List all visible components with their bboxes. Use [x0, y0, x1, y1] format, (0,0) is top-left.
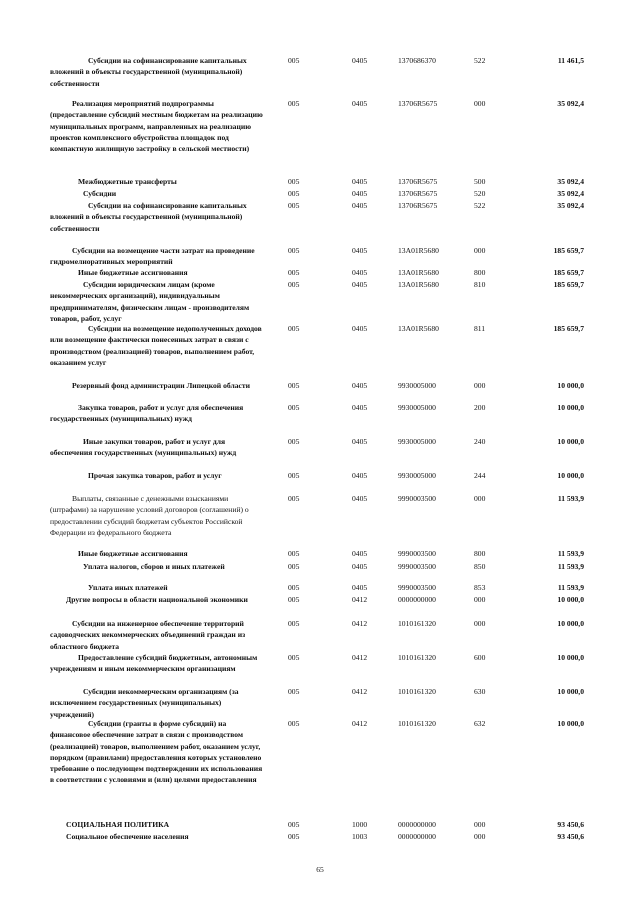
target-article-cell: 9990003500 — [398, 494, 436, 503]
expense-type-cell: 520 — [474, 189, 486, 198]
expense-type-cell: 000 — [474, 381, 486, 390]
target-article-cell: 9990003500 — [398, 562, 436, 571]
target-article-cell: 13А01R5680 — [398, 280, 439, 289]
ministry-code-cell: 005 — [288, 324, 300, 333]
amount-cell: 35 092,4 — [557, 189, 584, 198]
target-article-cell: 13А01R5680 — [398, 324, 439, 333]
section-code-cell: 0405 — [352, 583, 368, 592]
row-description: Предоставление субсидий бюджетным, автономным учреждениям и иным некоммерческим организациям — [50, 653, 258, 674]
ministry-code-cell: 005 — [288, 189, 300, 198]
ministry-code-cell: 005 — [288, 403, 300, 412]
section-code-cell: 0405 — [352, 201, 368, 210]
expense-type-cell: 630 — [474, 687, 486, 696]
section-code-cell: 0405 — [352, 494, 368, 503]
target-article-cell: 13А01R5680 — [398, 268, 439, 277]
target-article-cell: 9990003500 — [398, 583, 436, 592]
section-code-cell: 0412 — [352, 719, 368, 728]
target-article-cell: 13706R5675 — [398, 189, 438, 198]
ministry-code-cell: 005 — [288, 719, 300, 728]
expense-type-cell: 800 — [474, 549, 486, 558]
section-code-cell: 0412 — [352, 687, 368, 696]
target-article-cell: 9930005000 — [398, 381, 436, 390]
amount-cell: 185 659,7 — [553, 280, 584, 289]
amount-cell: 10 000,0 — [557, 381, 584, 390]
row-description: Уплата иных платежей — [88, 583, 168, 592]
ministry-code-cell: 005 — [288, 268, 300, 277]
ministry-code-cell: 005 — [288, 99, 300, 108]
expense-type-cell: 522 — [474, 201, 486, 210]
section-code-cell: 1003 — [352, 832, 368, 841]
amount-cell: 185 659,7 — [553, 246, 584, 255]
row-description: Субсидии юридическим лицам (кроме некоммерческих организаций), индивидуальным предпринимателям, физическим лицам - производителям товаров, работ, услуг — [50, 280, 250, 323]
row-description: Субсидии (гранты в форме субсидий) на финансовое обеспечение затрат в связи с производством (реализацией) товаров, выполнением работ, оказанием услуг, порядком (правилами) предоставления которых установлено требование о последующем подтверждении их использования в соответствии с условиями и (или) целями предоставления — [50, 719, 263, 785]
row-description: Прочая закупка товаров, работ и услуг — [88, 471, 222, 480]
section-code-cell: 0405 — [352, 280, 368, 289]
ministry-code-cell: 005 — [288, 583, 300, 592]
target-article-cell: 13706R5675 — [398, 177, 438, 186]
expense-type-cell: 853 — [474, 583, 486, 592]
section-code-cell: 1000 — [352, 820, 368, 829]
amount-cell: 10 000,0 — [557, 403, 584, 412]
amount-cell: 11 461,5 — [557, 56, 584, 65]
ministry-code-cell: 005 — [288, 562, 300, 571]
section-code-cell: 0405 — [352, 324, 368, 333]
section-code-cell: 0405 — [352, 549, 368, 558]
section-code-cell: 0405 — [352, 268, 368, 277]
ministry-code-cell: 005 — [288, 381, 300, 390]
ministry-code-cell: 005 — [288, 653, 300, 662]
amount-cell: 93 450,6 — [557, 832, 584, 841]
expense-type-cell: 800 — [474, 268, 486, 277]
ministry-code-cell: 005 — [288, 56, 300, 65]
amount-cell: 10 000,0 — [557, 471, 584, 480]
row-description: Реализация мероприятий подпрограммы (предоставление субсидий местным бюджетам на реализацию муниципальных программ, направленных на реализацию проектов комплексного обустройства площадок под компактную жилищную застройку в сельской местности) — [50, 99, 263, 154]
section-code-cell: 0405 — [352, 437, 368, 446]
row-description: Закупка товаров, работ и услуг для обеспечения государственных (муниципальных) нужд — [50, 403, 244, 424]
ministry-code-cell: 005 — [288, 494, 300, 503]
ministry-code-cell: 005 — [288, 280, 300, 289]
section-code-cell: 0405 — [352, 403, 368, 412]
amount-cell: 185 659,7 — [553, 324, 584, 333]
target-article-cell: 0000000000 — [398, 820, 436, 829]
row-description: Субсидии на софинансирование капитальных вложений в объекты государственной (муниципальной) собственности — [50, 201, 247, 233]
amount-cell: 10 000,0 — [557, 619, 584, 628]
expense-type-cell: 000 — [474, 99, 486, 108]
row-description: Иные закупки товаров, работ и услуг для обеспечения государственных (муниципальных) нужд — [50, 437, 237, 458]
target-article-cell: 9930005000 — [398, 437, 436, 446]
expense-type-cell: 810 — [474, 280, 486, 289]
amount-cell: 35 092,4 — [557, 201, 584, 210]
section-code-cell: 0405 — [352, 177, 368, 186]
ministry-code-cell: 005 — [288, 471, 300, 480]
target-article-cell: 13706R5675 — [398, 99, 438, 108]
row-description: Иные бюджетные ассигнования — [78, 268, 188, 277]
expense-type-cell: 850 — [474, 562, 486, 571]
ministry-code-cell: 005 — [288, 201, 300, 210]
amount-cell: 11 593,9 — [557, 494, 584, 503]
row-description: Другие вопросы в области национальной экономики — [66, 595, 248, 604]
row-description: Субсидии некоммерческим организациям (за исключением государственных (муниципальных) учреждений) — [50, 687, 239, 719]
amount-cell: 11 593,9 — [557, 583, 584, 592]
amount-cell: 185 659,7 — [553, 268, 584, 277]
section-code-cell: 0405 — [352, 471, 368, 480]
section-code-cell: 0412 — [352, 595, 368, 604]
target-article-cell: 1010161320 — [398, 687, 436, 696]
section-code-cell: 0405 — [352, 99, 368, 108]
ministry-code-cell: 005 — [288, 549, 300, 558]
target-article-cell: 1370686370 — [398, 56, 436, 65]
amount-cell: 10 000,0 — [557, 719, 584, 728]
target-article-cell: 9930005000 — [398, 403, 436, 412]
section-code-cell: 0405 — [352, 562, 368, 571]
section-code-cell: 0405 — [352, 246, 368, 255]
target-article-cell: 13А01R5680 — [398, 246, 439, 255]
expense-type-cell: 000 — [474, 619, 486, 628]
ministry-code-cell: 005 — [288, 437, 300, 446]
section-code-cell: 0412 — [352, 619, 368, 628]
row-description: Межбюджетные трансферты — [78, 177, 177, 186]
expense-type-cell: 240 — [474, 437, 486, 446]
expense-type-cell: 000 — [474, 820, 486, 829]
amount-cell: 11 593,9 — [557, 562, 584, 571]
ministry-code-cell: 005 — [288, 820, 300, 829]
row-description: Иные бюджетные ассигнования — [78, 549, 188, 558]
expense-type-cell: 522 — [474, 56, 486, 65]
amount-cell: 10 000,0 — [557, 687, 584, 696]
row-description: Субсидии на возмещение недополученных доходов или возмещение фактически понесенных затрат в связи с производством (реализацией) товаров, выполнением работ, оказанием услуг — [50, 324, 262, 367]
expense-type-cell: 000 — [474, 832, 486, 841]
expense-type-cell: 600 — [474, 653, 486, 662]
section-code-cell: 0405 — [352, 189, 368, 198]
section-code-cell: 0405 — [352, 56, 368, 65]
target-article-cell: 1010161320 — [398, 719, 436, 728]
expense-type-cell: 811 — [474, 324, 486, 333]
target-article-cell: 1010161320 — [398, 619, 436, 628]
row-description: Субсидии на инженерное обеспечение территорий садоводческих некоммерческих объединений граждан из областного бюджета — [50, 619, 246, 651]
row-description: Субсидии на возмещение части затрат на проведение гидромелиоративных мероприятий — [50, 246, 255, 267]
expense-type-cell: 244 — [474, 471, 486, 480]
ministry-code-cell: 005 — [288, 619, 300, 628]
row-description: Субсидии на софинансирование капитальных вложений в объекты государственной (муниципальной) собственности — [50, 56, 247, 88]
row-description: Социальное обеспечение населения — [66, 832, 189, 841]
target-article-cell: 1010161320 — [398, 653, 436, 662]
target-article-cell: 0000000000 — [398, 595, 436, 604]
ministry-code-cell: 005 — [288, 595, 300, 604]
expense-type-cell: 500 — [474, 177, 486, 186]
target-article-cell: 9990003500 — [398, 549, 436, 558]
expense-type-cell: 200 — [474, 403, 486, 412]
row-description: Выплаты, связанные с денежными взысканиями (штрафами) за нарушение условий договоров (соглашений) о предоставлении субсидий бюджетам субъектов Российской Федерации из федерального бюджета — [50, 494, 249, 537]
ministry-code-cell: 005 — [288, 246, 300, 255]
row-description: СОЦИАЛЬНАЯ ПОЛИТИКА — [66, 820, 170, 829]
expense-type-cell: 000 — [474, 246, 486, 255]
amount-cell: 10 000,0 — [557, 595, 584, 604]
row-description: Уплата налогов, сборов и иных платежей — [83, 562, 225, 571]
target-article-cell: 0000000000 — [398, 832, 436, 841]
section-code-cell: 0412 — [352, 653, 368, 662]
amount-cell: 10 000,0 — [557, 437, 584, 446]
amount-cell: 35 092,4 — [557, 177, 584, 186]
amount-cell: 93 450,6 — [557, 820, 584, 829]
amount-cell: 10 000,0 — [557, 653, 584, 662]
amount-cell: 11 593,9 — [557, 549, 584, 558]
target-article-cell: 13706R5675 — [398, 201, 438, 210]
ministry-code-cell: 005 — [288, 687, 300, 696]
row-description: Субсидии — [83, 189, 117, 198]
expense-type-cell: 632 — [474, 719, 486, 728]
page-number: 65 — [316, 865, 324, 874]
expense-type-cell: 000 — [474, 595, 486, 604]
expense-type-cell: 000 — [474, 494, 486, 503]
amount-cell: 35 092,4 — [557, 99, 584, 108]
ministry-code-cell: 005 — [288, 177, 300, 186]
section-code-cell: 0405 — [352, 381, 368, 390]
target-article-cell: 9930005000 — [398, 471, 436, 480]
row-description: Резервный фонд администрации Липецкой области — [72, 381, 251, 390]
ministry-code-cell: 005 — [288, 832, 300, 841]
